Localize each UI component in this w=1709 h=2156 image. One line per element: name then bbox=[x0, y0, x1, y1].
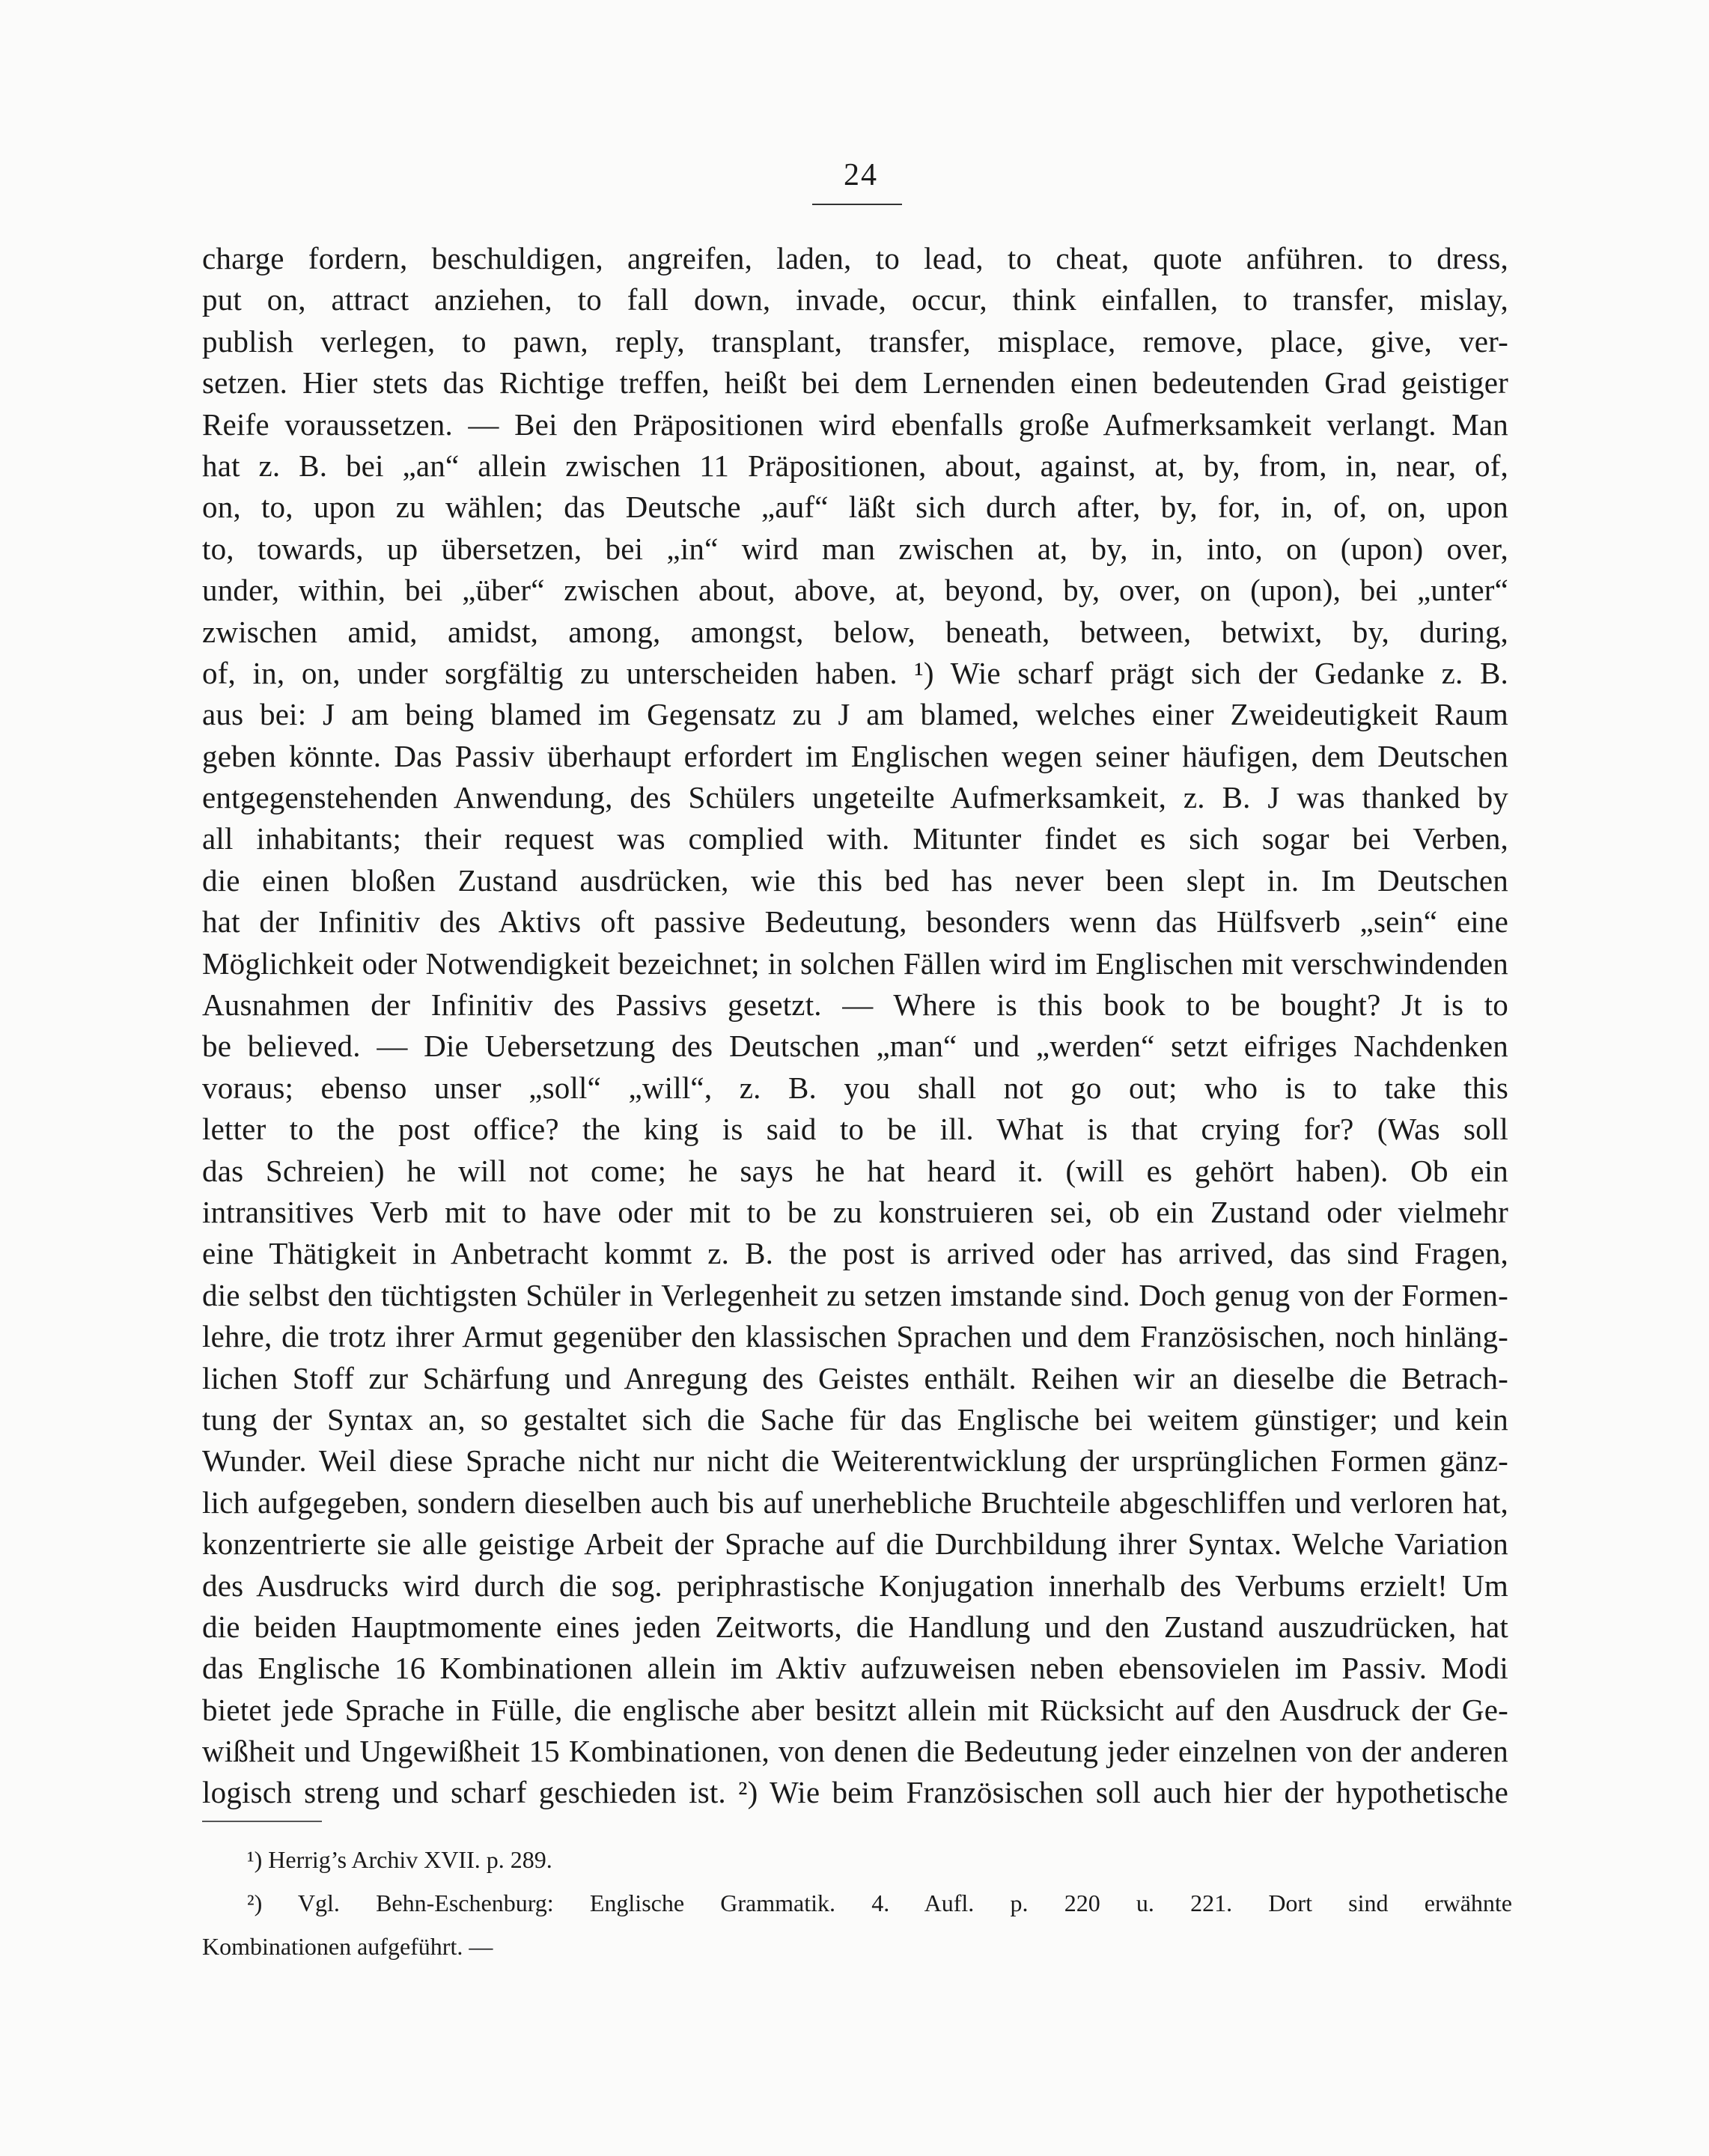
body-line: Reife voraussetzen. — Bei den Präpositionen wird ebenfalls große Aufmerksamkeit verlangt. Man bbox=[202, 406, 1508, 442]
footnote-2-continuation: Kombinationen aufgeführt. — bbox=[202, 1933, 493, 1960]
body-line: lich aufgegeben, sondern dieselben auch bis auf unerhebliche Bruchteile abgeschliffen und verloren hat, bbox=[202, 1484, 1508, 1520]
body-line: put on, attract anziehen, to fall down, invade, occur, think einfallen, to transfer, mislay, bbox=[202, 282, 1508, 317]
body-line: das Schreien) he will not come; he says he hat heard it. (will es gehört haben). Ob ein bbox=[202, 1153, 1508, 1188]
body-line: die beiden Hauptmomente eines jeden Zeitworts, die Handlung und den Zustand auszudrücken, hat bbox=[202, 1609, 1508, 1644]
body-line: hat z. B. bei „an“ allein zwischen 11 Präpositionen, about, against, at, by, from, in, near, of, bbox=[202, 448, 1508, 483]
body-line: setzen. Hier stets das Richtige treffen, heißt bei dem Lernenden einen bedeutenden Grad geistiger bbox=[202, 365, 1508, 401]
body-line: be believed. — Die Uebersetzung des Deutschen „man“ und „werden“ setzt eifriges Nachdenken bbox=[202, 1029, 1508, 1064]
body-line: das Englische 16 Kombinationen allein im Aktiv aufzuweisen neben ebensovielen im Passiv. Modi bbox=[202, 1651, 1508, 1686]
body-line: publish verlegen, to pawn, reply, transplant, transfer, misplace, remove, place, give, ver- bbox=[202, 323, 1508, 359]
body-line: tung der Syntax an, so gestaltet sich die Sache für das Englische bei weitem günstiger; und kein bbox=[202, 1401, 1508, 1437]
body-line: Möglichkeit oder Notwendigkeit bezeichnet; in solchen Fällen wird im Englischen mit verschwindenden bbox=[202, 945, 1508, 981]
footnote-separator bbox=[202, 1821, 322, 1822]
body-line: eine Thätigkeit in Anbetracht kommt z. B. the post is arrived oder has arrived, das sind Fragen, bbox=[202, 1236, 1508, 1271]
footnote-1: ¹) Herrig’s Archiv XVII. p. 289. bbox=[247, 1846, 552, 1873]
body-line: intransitives Verb mit to have oder mit to be zu konstruieren sei, ob ein Zustand oder vielmehr bbox=[202, 1194, 1508, 1229]
body-line: die selbst den tüchtigsten Schüler in Verlegenheit zu setzen imstande sind. Doch genug von der Formen- bbox=[202, 1277, 1508, 1312]
body-line: geben könnte. Das Passiv überhaupt erfordert im Englischen wegen seiner häufigen, dem Deutschen bbox=[202, 738, 1508, 773]
body-line: des Ausdrucks wird durch die sog. periphrastische Konjugation innerhalb des Verbums erzielt! Um bbox=[202, 1568, 1508, 1603]
body-line: Wunder. Weil diese Sprache nicht nur nicht die Weiterentwicklung der ursprünglichen Formen gänz- bbox=[202, 1443, 1508, 1479]
body-line: to, towards, up übersetzen, bei „in“ wird man zwischen at, by, in, into, on (upon) over, bbox=[202, 531, 1508, 566]
body-line: lehre, die trotz ihrer Armut gegenüber den klassischen Sprachen und dem Französischen, noch hinläng- bbox=[202, 1319, 1508, 1354]
body-line: of, in, on, under sorgfältig zu unterscheiden haben. ¹) Wie scharf prägt sich der Gedanke z. B. bbox=[202, 655, 1508, 690]
body-line: zwischen amid, amidst, among, amongst, below, beneath, between, betwixt, by, during, bbox=[202, 614, 1508, 649]
page-number: 24 bbox=[844, 158, 878, 192]
body-text bbox=[202, 238, 1508, 1814]
body-line: bietet jede Sprache in Fülle, die englische aber besitzt allein mit Rücksicht auf den Ausdruck der Ge- bbox=[202, 1692, 1508, 1727]
body-line: die einen bloßen Zustand ausdrücken, wie this bed has never been slept in. Im Deutschen bbox=[202, 862, 1508, 898]
body-line: logisch streng und scharf geschieden ist. ²) Wie beim Französischen soll auch hier der hypothetische bbox=[202, 1775, 1508, 1810]
body-line: Ausnahmen der Infinitiv des Passivs gesetzt. — Where is this book to be bought? Jt is to bbox=[202, 987, 1508, 1023]
body-line: entgegenstehenden Anwendung, des Schülers ungeteilte Aufmerksamkeit, z. B. J was thanked by bbox=[202, 780, 1508, 815]
body-line: on, to, upon zu wählen; das Deutsche „auf“ läßt sich durch after, by, for, in, of, on, upon bbox=[202, 490, 1508, 525]
footnote-2: ²) Vgl. Behn-Eschenburg: Englische Grammatik. 4. Aufl. p. 220 u. 221. Dort sind erwähnte bbox=[247, 1889, 1512, 1916]
body-line: aus bei: J am being blamed im Gegensatz zu J am blamed, welches einer Zweideutigkeit Raum bbox=[202, 697, 1508, 732]
body-line: lichen Stoff zur Schärfung und Anregung des Geistes enthält. Reihen wir an dieselbe die Betrach- bbox=[202, 1360, 1508, 1395]
body-line: voraus; ebenso unser „soll“ „will“, z. B. you shall not go out; who is to take this bbox=[202, 1070, 1508, 1105]
body-line: hat der Infinitiv des Aktivs oft passive Bedeutung, besonders wenn das Hülfsverb „sein“ eine bbox=[202, 904, 1508, 940]
footnotes bbox=[202, 1838, 1512, 1968]
body-line: wißheit und Ungewißheit 15 Kombinationen, von denen die Bedeutung jeder einzelnen von der anderen bbox=[202, 1734, 1508, 1769]
body-line: konzentrierte sie alle geistige Arbeit der Sprache auf die Durchbildung ihrer Syntax. Welche Variation bbox=[202, 1526, 1508, 1562]
page-number-underline bbox=[812, 204, 902, 205]
body-line: all inhabitants; their request was complied with. Mitunter findet es sich sogar bei Verben, bbox=[202, 821, 1508, 856]
body-line: charge fordern, beschuldigen, angreifen, laden, to lead, to cheat, quote anführen. to dress, bbox=[202, 241, 1508, 275]
body-line: letter to the post office? the king is said to be ill. What is that crying for? (Was soll bbox=[202, 1112, 1508, 1147]
body-line: under, within, bei „über“ zwischen about, above, at, beyond, by, over, on (upon), bei „unter“ bbox=[202, 573, 1508, 608]
